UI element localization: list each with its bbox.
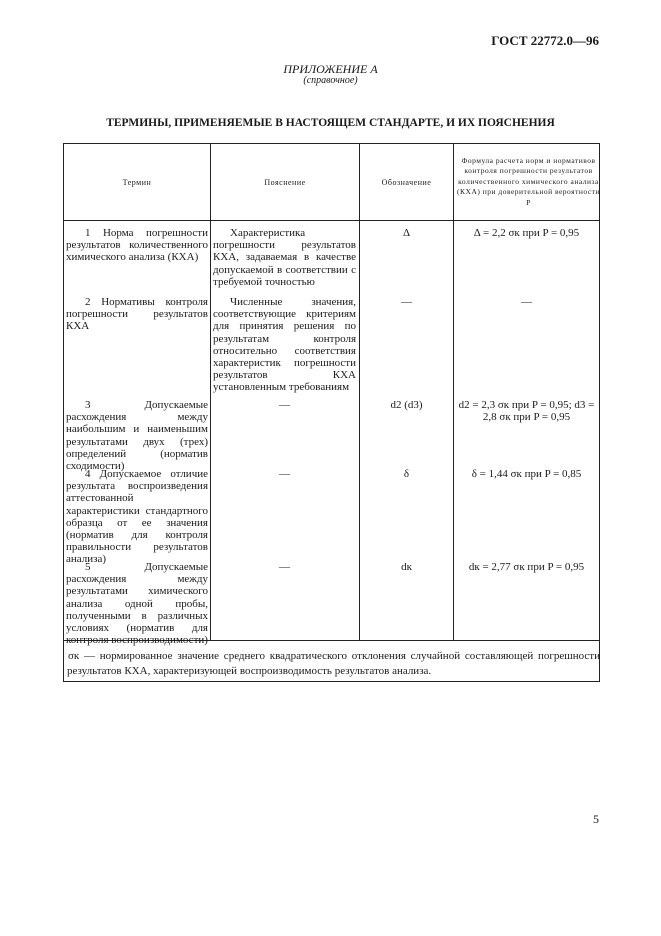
row4-term: 4 Допускаемое отличие результата воспроизведения аттестованной характеристики стандартного образца от ее значения (норматив для контроля правильности результатов анализа) [66, 468, 208, 566]
row1-symbol: Δ [402, 227, 411, 239]
row1-term: 1 Норма погрешности результатов количественного химического анализа (КХА) [66, 227, 208, 264]
row3-explanation: — [279, 399, 290, 411]
document-title: ТЕРМИНЫ, ПРИМЕНЯЕМЫЕ В НАСТОЯЩЕМ СТАНДАРТЕ, И ИХ ПОЯСНЕНИЯ [106, 117, 555, 129]
row2-explanation: Численные значения, соответствующие критериям для принятия решения по результатам контроля относительно соответствия характеристик погрешности результатов КХА установленным требованиям [213, 296, 356, 394]
row5-formula: dк = 2,77 σк при P = 0,95 [468, 561, 585, 573]
header-explanation: Пояснение [264, 177, 306, 187]
row3-symbol: d2 (d3) [390, 399, 423, 411]
appendix-title: ПРИЛОЖЕНИЕ А [283, 62, 378, 76]
appendix-subtitle: (справочное) [303, 75, 358, 86]
header-symbol: Обозначение [381, 177, 432, 187]
row5-explanation: — [279, 561, 290, 573]
row4-explanation: — [279, 468, 290, 480]
row2-symbol: — [401, 296, 412, 308]
row1-formula: Δ = 2,2 σк при P = 0,95 [473, 227, 580, 239]
standard-code: ГОСТ 22772.0—96 [491, 33, 599, 48]
header-formula: Формула расчета норм и нормативов контроля погрешности результатов количественного химического анализа (КХА) при доверительной вероятности P [457, 155, 600, 207]
row3-formula: d2 = 2,3 σк при P = 0,95; d3 = 2,8 σк при P = 0,95 [458, 399, 595, 424]
row5-symbol: dк [401, 561, 412, 573]
row2-formula: — [521, 296, 532, 308]
row1-explanation: Характеристика погрешности результатов КХА, задаваемая в качестве допускаемой в соответствии с требуемой точностью [213, 227, 356, 288]
header-divider [64, 220, 599, 221]
row3-term: 3 Допускаемые расхождения между наибольшим и наименьшим результатами двух (трех) определений (норматив сходимости) [66, 399, 208, 473]
row4-symbol: δ [403, 468, 410, 480]
header-term: Термин [122, 177, 152, 187]
terms-table [63, 143, 600, 682]
row2-term: 2 Нормативы контроля погрешности результатов КХА [66, 296, 208, 333]
page-number: 5 [593, 812, 599, 826]
row5-term: 5 Допускаемые расхождения между результатами химического анализа одной пробы, полученными в различных условиях (норматив для контроля воспроизводимости) [66, 561, 208, 647]
row4-formula: δ = 1,44 σк при P = 0,85 [471, 468, 582, 480]
table-footnote: σк — нормированное значение среднего квадратического отклонения случайной составляющей погрешности результатов КХА, характеризующей воспроизводимость результатов анализа. [67, 650, 600, 677]
